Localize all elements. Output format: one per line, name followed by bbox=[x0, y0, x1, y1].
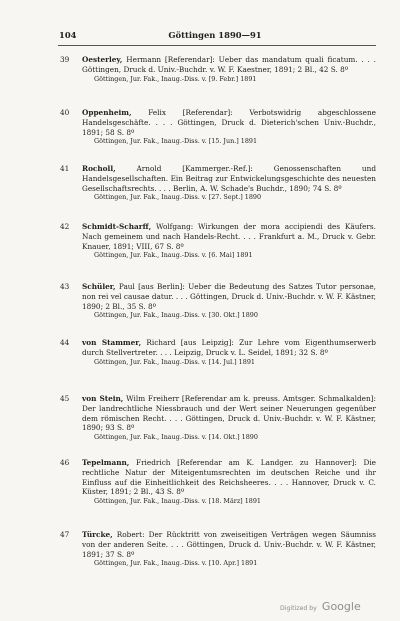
entry-body bbox=[82, 338, 376, 367]
entry-note: Göttingen, Jur. Fak., Inaug.-Diss. v. [27. Sept.] 1890 bbox=[94, 193, 262, 202]
running-title: Göttingen 1890—91 bbox=[168, 30, 262, 40]
entry-text: Felix [Referendar]: Verbotswidrig abgeschlossene Handelsgeschäfte. . . . Göttingen, Druck d. Dieterich'schen Univ.-Buchdr., 1891; 58 S. 8º bbox=[82, 108, 376, 137]
entry-author: Oesterley, bbox=[82, 55, 123, 64]
entry-author: von Stammer, bbox=[82, 338, 142, 347]
entry-text: Robert: Der Rücktritt von zweiseitigen Verträgen wegen Säumniss von der anderen Seite. . . . Göttingen, Druck d. Univ.-Buchdr. v. W. F. Kästner, 1891; 37 S. 8º bbox=[82, 530, 377, 559]
watermark-brand: Google bbox=[321, 600, 361, 613]
entry-body bbox=[82, 282, 376, 321]
entry-body bbox=[82, 222, 376, 261]
entry-note: Göttingen, Jur. Fak., Inaug.-Diss. v. [9. Febr.] 1891 bbox=[94, 74, 257, 83]
page-number: 104 bbox=[59, 30, 77, 40]
entry-number: 40 bbox=[60, 108, 70, 117]
entry-text: Wolfgang: Wirkungen der mora accipiendi des Käufers. Nach gemeinem und nach Handels-Recht. . . . Frankfurt a. M., Druck v. Gebr. Knauer, 1891; VIII, 67 S. 8º bbox=[82, 222, 376, 251]
entry-note: Göttingen, Jur. Fak., Inaug.-Diss. v. [30. Okt.] 1890 bbox=[94, 311, 258, 320]
entry-text: Richard [aus Leipzig]: Zur Lehre vom Eigenthumserwerb durch Stellvertreter. . . . Leipzig, Druck v. L. Seidel, 1891; 32 S. 8º bbox=[82, 338, 376, 357]
entry-number: 44 bbox=[60, 338, 70, 347]
entry-text: Hermann [Referendar]: Ueber das mandatum quali ficatum. . . . Göttingen, Druck d. Univ.-Buchdr. v. W. F. Kaestner, 1891; 2 Bl., 42 S. 8º bbox=[82, 55, 376, 74]
entry-body bbox=[82, 55, 376, 84]
entry-author: Schmidt-Scharff, bbox=[82, 222, 152, 231]
entry-number: 41 bbox=[60, 164, 70, 173]
entry-body bbox=[82, 530, 376, 569]
entry-text: Wilm Freiherr [Referendar am k. preuss. Amtsger. Schmalkalden]: Der landrechtliche Niessbrauch und der Wert seiner Neuerungen gegenüber dem römischen Recht. . . . Göttingen, Druck d. Univ.-Buchdr. v. W. F. Kästner, 1890; 93 S. 8º bbox=[82, 394, 376, 433]
header-rule bbox=[58, 45, 376, 46]
entry-note: Göttingen, Jur. Fak., Inaug.-Diss. v. [14. Okt.] 1890 bbox=[94, 433, 258, 442]
entry-number: 42 bbox=[60, 222, 70, 231]
entry-number: 45 bbox=[60, 394, 70, 403]
entry-text: Arnold [Kammerger.-Ref.]: Genossenschaften und Handelsgesellschaften. Ein Beitrag zur Entwickelungsgeschichte des neuesten Gesellschaftsrechts. . . . Berlin, A. W. Schade's Buchdr., 1890; 74 S. 8º bbox=[82, 164, 377, 193]
entry-text: Friedrich [Referendar am K. Landger. zu Hannover]: Die rechtliche Natur der Miteigentumsrechten im deutschen Reiche und ihr Einfluss auf die Einheitlichkeit des Reichsheeres. . . . Hannover, Druck v. C. Küster, 1891; 2 Bl., 43 S. 8º bbox=[82, 458, 376, 497]
entry-body bbox=[82, 108, 376, 147]
entry-note: Göttingen, Jur. Fak., Inaug.-Diss. v. [6. Mai] 1891 bbox=[94, 251, 253, 260]
entry-note: Göttingen, Jur. Fak., Inaug.-Diss. v. [18. März] 1891 bbox=[94, 497, 261, 506]
watermark-prefix: Digitized by bbox=[280, 605, 317, 612]
entry-body bbox=[82, 164, 376, 203]
entry-author: Oppenheim, bbox=[82, 108, 132, 117]
entry-number: 47 bbox=[60, 530, 70, 539]
entry-body bbox=[82, 394, 376, 443]
page-header bbox=[55, 30, 375, 44]
entry-author: Tepelmann, bbox=[82, 458, 130, 467]
entry-number: 46 bbox=[60, 458, 70, 467]
entry-author: Schüler, bbox=[82, 282, 116, 291]
entry-author: Rocholl, bbox=[82, 164, 116, 173]
entry-text: Paul [aus Berlin]: Ueber die Bedeutung des Satzes Tutor personae, non rei vel causae datur. . . . Göttingen, Druck d. Univ.-Buchdr. v. W. F. Kästner, 1890; 2 Bl., 35 S. 8º bbox=[82, 282, 376, 311]
entry-note: Göttingen, Jur. Fak., Inaug.-Diss. v. [14. Jul.] 1891 bbox=[94, 357, 255, 366]
entry-note: Göttingen, Jur. Fak., Inaug.-Diss. v. [15. Jun.] 1891 bbox=[94, 137, 258, 146]
entry-number: 43 bbox=[60, 282, 70, 291]
entry-author: von Stein, bbox=[82, 394, 124, 403]
entry-number: 39 bbox=[60, 55, 70, 64]
entry-author: Türcke, bbox=[82, 530, 113, 539]
entry-note: Göttingen, Jur. Fak., Inaug.-Diss. v. [10. Apr.] 1891 bbox=[94, 559, 258, 568]
google-watermark bbox=[280, 595, 361, 614]
entry-body bbox=[82, 458, 376, 507]
